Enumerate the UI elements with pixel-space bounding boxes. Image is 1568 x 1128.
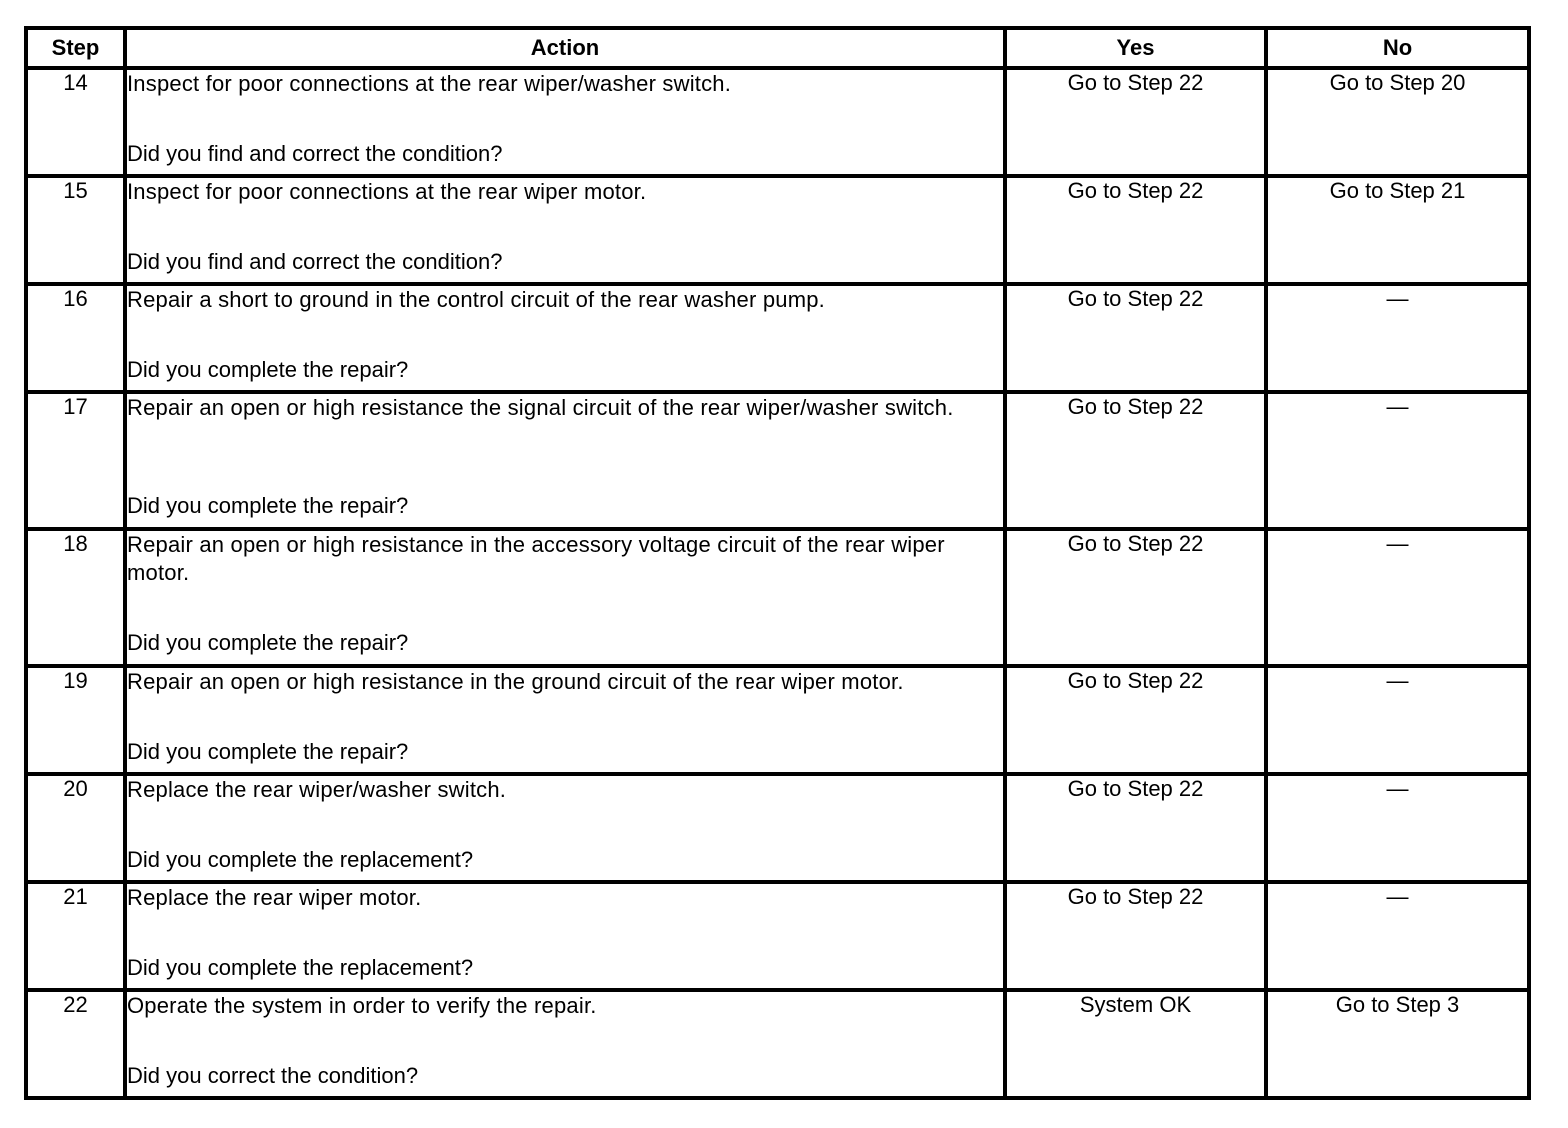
- no-result: Go to Step 20: [1266, 68, 1529, 176]
- step-number: 18: [26, 529, 125, 666]
- table-row: [26, 284, 1529, 392]
- action-instruction: Replace the rear wiper/washer switch.: [127, 777, 507, 802]
- diagnostic-table: [24, 26, 1531, 1100]
- no-result: —: [1266, 666, 1529, 774]
- header-row: [26, 28, 1529, 68]
- table-row: [26, 666, 1529, 774]
- step-number: 22: [26, 990, 125, 1098]
- step-number: 19: [26, 666, 125, 774]
- action-cell: [125, 68, 1005, 176]
- action-question: Did you complete the replacement?: [127, 847, 474, 872]
- yes-result: Go to Step 22: [1005, 176, 1266, 284]
- action-question: Did you complete the replacement?: [127, 955, 474, 980]
- action-cell: [125, 392, 1005, 529]
- action-cell: [125, 529, 1005, 666]
- no-result: —: [1266, 392, 1529, 529]
- no-result: —: [1266, 284, 1529, 392]
- action-question: Did you complete the repair?: [127, 357, 409, 382]
- action-question: Did you correct the condition?: [127, 1063, 419, 1088]
- table-row: [26, 68, 1529, 176]
- step-number: 17: [26, 392, 125, 529]
- yes-result: Go to Step 22: [1005, 68, 1266, 176]
- table-row: [26, 990, 1529, 1098]
- action-cell: [125, 284, 1005, 392]
- header-step: Step: [26, 28, 125, 68]
- action-cell: [125, 666, 1005, 774]
- yes-result: Go to Step 22: [1005, 774, 1266, 882]
- yes-result: Go to Step 22: [1005, 882, 1266, 990]
- table-row: [26, 774, 1529, 882]
- action-question: Did you find and correct the condition?: [127, 249, 503, 274]
- yes-result: Go to Step 22: [1005, 529, 1266, 666]
- action-question: Did you complete the repair?: [127, 493, 409, 518]
- header-yes: Yes: [1005, 28, 1266, 68]
- action-instruction: Repair an open or high resistance in the accessory voltage circuit of the rear wiper motor.: [127, 532, 945, 585]
- action-question: Did you complete the repair?: [127, 739, 409, 764]
- header-no: No: [1266, 28, 1529, 68]
- table-row: [26, 882, 1529, 990]
- header-action: Action: [125, 28, 1005, 68]
- step-number: 16: [26, 284, 125, 392]
- step-number: 14: [26, 68, 125, 176]
- yes-result: Go to Step 22: [1005, 284, 1266, 392]
- action-cell: [125, 774, 1005, 882]
- no-result: Go to Step 3: [1266, 990, 1529, 1098]
- action-instruction: Repair an open or high resistance in the ground circuit of the rear wiper motor.: [127, 669, 904, 694]
- action-cell: [125, 990, 1005, 1098]
- action-instruction: Repair an open or high resistance the signal circuit of the rear wiper/washer switch.: [127, 395, 954, 420]
- step-number: 15: [26, 176, 125, 284]
- action-instruction: Replace the rear wiper motor.: [127, 885, 422, 910]
- action-instruction: Inspect for poor connections at the rear wiper/washer switch.: [127, 71, 732, 96]
- action-cell: [125, 176, 1005, 284]
- table-row: [26, 176, 1529, 284]
- table-row: [26, 392, 1529, 529]
- action-instruction: Inspect for poor connections at the rear wiper motor.: [127, 179, 647, 204]
- no-result: Go to Step 21: [1266, 176, 1529, 284]
- yes-result: System OK: [1005, 990, 1266, 1098]
- action-instruction: Repair a short to ground in the control circuit of the rear washer pump.: [127, 287, 825, 312]
- yes-result: Go to Step 22: [1005, 392, 1266, 529]
- action-question: Did you complete the repair?: [127, 630, 409, 655]
- action-question: Did you find and correct the condition?: [127, 141, 503, 166]
- no-result: —: [1266, 529, 1529, 666]
- step-number: 21: [26, 882, 125, 990]
- no-result: —: [1266, 774, 1529, 882]
- action-cell: [125, 882, 1005, 990]
- no-result: —: [1266, 882, 1529, 990]
- action-instruction: Operate the system in order to verify the repair.: [127, 993, 597, 1018]
- step-number: 20: [26, 774, 125, 882]
- yes-result: Go to Step 22: [1005, 666, 1266, 774]
- table-row: [26, 529, 1529, 666]
